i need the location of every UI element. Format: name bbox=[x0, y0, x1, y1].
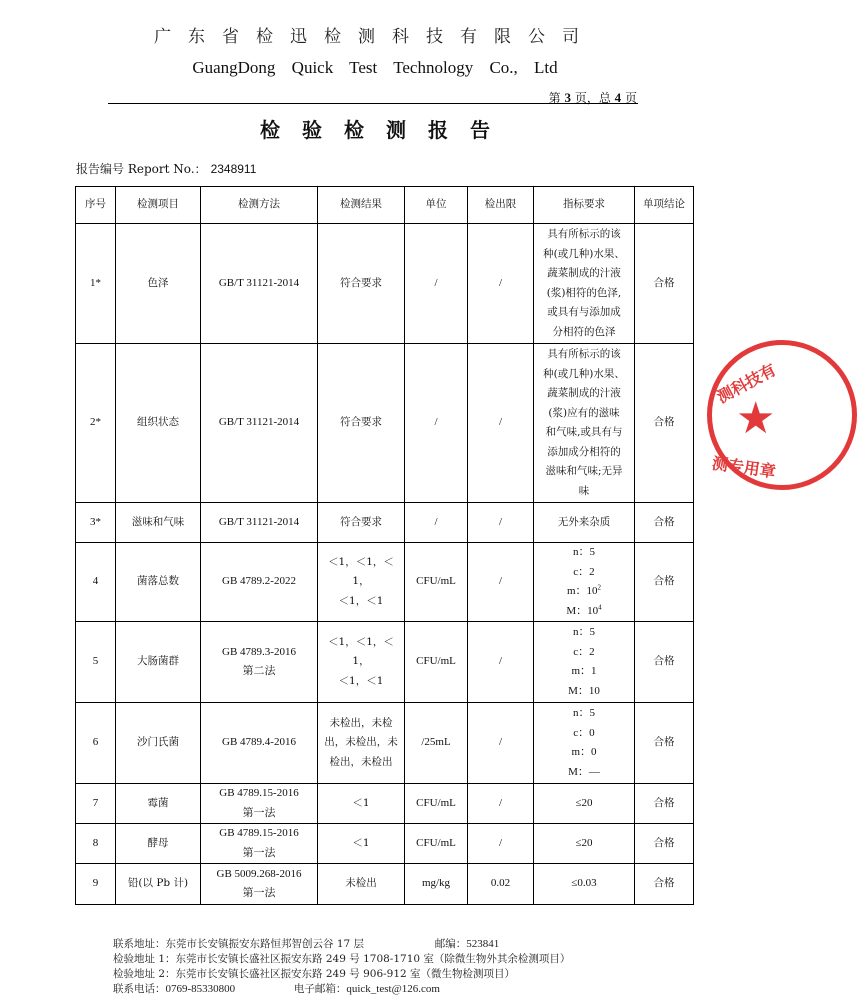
cell-method bbox=[201, 864, 318, 905]
cell-unit: CFU/mL bbox=[405, 622, 468, 703]
result-line: 符合要求 bbox=[340, 416, 382, 429]
requirement-line: n：5 bbox=[573, 707, 595, 719]
cell-no: 3* bbox=[76, 503, 116, 543]
table-row bbox=[76, 543, 694, 622]
email-value[interactable]: quick_test@126.com bbox=[346, 983, 440, 995]
result-line: ＜1，＜1 bbox=[338, 674, 384, 687]
cell-conclusion: 合格 bbox=[635, 344, 694, 503]
table-row bbox=[76, 784, 694, 824]
header-divider bbox=[108, 103, 638, 104]
cell-unit: CFU/mL bbox=[405, 543, 468, 622]
result-line: ＜1，＜1，＜1， bbox=[328, 635, 394, 668]
footer-phone-row bbox=[113, 982, 570, 997]
requirement-line: c：2 bbox=[573, 645, 595, 658]
cell-unit: / bbox=[405, 344, 468, 503]
cell-unit: mg/kg bbox=[405, 864, 468, 905]
column-header: 单项结论 bbox=[635, 187, 694, 224]
cell-conclusion: 合格 bbox=[635, 224, 694, 344]
footer-address-row bbox=[113, 937, 570, 952]
requirement-line: m：0 bbox=[571, 746, 597, 758]
result-line: 未检出 bbox=[345, 877, 377, 890]
requirement-line: ≤20 bbox=[575, 796, 593, 809]
email-label: 电子邮箱： bbox=[293, 983, 347, 995]
table-row bbox=[76, 344, 694, 503]
method-line: GB 4789.4-2016 bbox=[222, 736, 296, 749]
footer-lab1-row bbox=[113, 952, 570, 967]
requirement-line: M：— bbox=[568, 765, 600, 778]
column-header: 检测项目 bbox=[116, 187, 201, 224]
cell-requirement bbox=[534, 864, 635, 905]
column-header: 指标要求 bbox=[534, 187, 635, 224]
method-line: 第一法 bbox=[242, 887, 276, 899]
method-line: GB 4789.15-2016 bbox=[219, 827, 299, 839]
cell-unit: CFU/mL bbox=[405, 824, 468, 864]
lab1-value: 东莞市长安镇长盛社区振安东路 249 号 1708-1710 室（除微生物外其余检测项目） bbox=[175, 953, 571, 965]
cell-no: 6 bbox=[76, 703, 116, 784]
seal-text-top: 测科技有 bbox=[713, 359, 780, 407]
footer-contact bbox=[113, 937, 570, 997]
requirement-text: M：10 bbox=[566, 604, 599, 617]
cell-requirement bbox=[534, 824, 635, 864]
requirement-text: m：10 bbox=[566, 585, 598, 597]
requirement-line: ≤20 bbox=[575, 836, 593, 849]
cell-item: 霉菌 bbox=[116, 784, 201, 824]
requirement-line bbox=[536, 602, 632, 622]
seal-text-bottom: 测专用章 bbox=[710, 453, 777, 482]
cell-no: 8 bbox=[76, 824, 116, 864]
requirement-line: 无外来杂质 bbox=[557, 515, 611, 528]
requirement-line: 蔬菜制成的汁液 bbox=[547, 387, 621, 399]
method-line: GB/T 31121-2014 bbox=[218, 276, 300, 289]
requirement-line: 具有所标示的该 bbox=[547, 348, 621, 360]
table-row bbox=[76, 824, 694, 864]
requirement-line: (浆)相符的色泽, bbox=[546, 286, 622, 299]
cell-result bbox=[318, 503, 405, 543]
cell-method bbox=[201, 824, 318, 864]
company-name-en: GuangDong Quick Test Technology Co., Ltd bbox=[192, 58, 558, 77]
cell-method bbox=[201, 344, 318, 503]
requirement-line: 分相符的色泽 bbox=[552, 325, 616, 338]
cell-requirement bbox=[534, 224, 635, 344]
column-header: 检出限 bbox=[468, 187, 534, 224]
cell-limit: / bbox=[468, 824, 534, 864]
requirement-line: 添加成分相符的 bbox=[547, 445, 621, 458]
cell-unit: /25mL bbox=[405, 703, 468, 784]
cell-no: 7 bbox=[76, 784, 116, 824]
table-row bbox=[76, 503, 694, 543]
cell-item: 铅(以 Pb 计) bbox=[116, 864, 201, 905]
requirement-line: 种(或几种)水果、 bbox=[543, 367, 625, 380]
cell-limit: / bbox=[468, 344, 534, 503]
cell-item: 大肠菌群 bbox=[116, 622, 201, 703]
result-line: 未检出，未检 bbox=[329, 716, 393, 729]
result-line: 符合要求 bbox=[340, 276, 382, 289]
method-line: 第一法 bbox=[242, 806, 276, 819]
cell-no: 9 bbox=[76, 864, 116, 905]
requirement-line: 味 bbox=[578, 484, 590, 497]
cell-no: 2* bbox=[76, 344, 116, 503]
cell-result bbox=[318, 622, 405, 703]
cell-method bbox=[201, 703, 318, 784]
page-suffix: 页 bbox=[624, 91, 637, 105]
method-line: GB 5009.268-2016 bbox=[216, 867, 302, 880]
cell-requirement bbox=[534, 784, 635, 824]
result-line: ＜1 bbox=[352, 836, 370, 849]
page-current: 3 bbox=[564, 90, 571, 105]
page-prefix: 第 bbox=[548, 91, 561, 105]
cell-unit: / bbox=[405, 503, 468, 543]
cell-no: 5 bbox=[76, 622, 116, 703]
cell-conclusion: 合格 bbox=[635, 703, 694, 784]
method-line: 第二法 bbox=[242, 665, 276, 677]
result-line: ＜1，＜1 bbox=[338, 594, 384, 607]
cell-method bbox=[201, 503, 318, 543]
requirement-line: n：5 bbox=[573, 626, 595, 638]
cell-no: 1* bbox=[76, 224, 116, 344]
requirement-line: 和气味,或具有与 bbox=[545, 426, 623, 438]
zip-value: 523841 bbox=[466, 938, 500, 950]
report-number-value: 2348911 bbox=[210, 162, 257, 176]
requirement-line: c：2 bbox=[573, 565, 595, 578]
method-line: GB 4789.2-2022 bbox=[222, 575, 296, 588]
cell-conclusion: 合格 bbox=[635, 824, 694, 864]
phone-value: 0769-85330800 bbox=[165, 983, 236, 995]
cell-item: 酵母 bbox=[116, 824, 201, 864]
lab1-label: 检验地址 1： bbox=[113, 953, 176, 965]
method-line: GB 4789.3-2016 bbox=[222, 645, 296, 658]
company-name-cn: 广东省检迅检测科技有限公司 bbox=[154, 27, 596, 47]
cell-limit: / bbox=[468, 503, 534, 543]
cell-requirement bbox=[534, 344, 635, 503]
cell-method bbox=[201, 224, 318, 344]
cell-limit: / bbox=[468, 784, 534, 824]
requirement-line: 滋味和气味;无异 bbox=[545, 465, 623, 477]
zip-label: 邮编： bbox=[434, 938, 467, 950]
table-header-row bbox=[76, 187, 694, 224]
cell-result bbox=[318, 703, 405, 784]
cell-result bbox=[318, 344, 405, 503]
cell-method bbox=[201, 784, 318, 824]
cell-item: 色泽 bbox=[116, 224, 201, 344]
column-header: 单位 bbox=[405, 187, 468, 224]
cell-unit: / bbox=[405, 224, 468, 344]
cell-requirement bbox=[534, 503, 635, 543]
requirement-line: (浆)应有的滋味 bbox=[548, 406, 620, 419]
cell-requirement bbox=[534, 543, 635, 622]
report-title: 检验检测报告 bbox=[260, 118, 512, 142]
column-header: 检测方法 bbox=[201, 187, 318, 224]
cell-method bbox=[201, 543, 318, 622]
requirement-line: n：5 bbox=[573, 546, 595, 558]
cell-result bbox=[318, 224, 405, 344]
requirement-line: M：10 bbox=[568, 684, 600, 697]
cell-unit: CFU/mL bbox=[405, 784, 468, 824]
cell-conclusion: 合格 bbox=[635, 784, 694, 824]
cell-item: 滋味和气味 bbox=[116, 503, 201, 543]
table-row bbox=[76, 224, 694, 344]
requirement-line: m：1 bbox=[571, 665, 597, 677]
method-line: GB 4789.15-2016 bbox=[219, 787, 299, 799]
cell-item: 沙门氏菌 bbox=[116, 703, 201, 784]
method-line: GB/T 31121-2014 bbox=[218, 416, 300, 429]
report-number-label: 报告编号 Report No.： bbox=[76, 162, 207, 176]
requirement-line: 种(或几种)水果、 bbox=[543, 247, 625, 260]
cell-requirement bbox=[534, 622, 635, 703]
cell-no: 4 bbox=[76, 543, 116, 622]
cell-conclusion: 合格 bbox=[635, 622, 694, 703]
table-row bbox=[76, 622, 694, 703]
requirement-line: ≤0.03 bbox=[571, 877, 597, 890]
report-number bbox=[76, 160, 256, 177]
requirement-line bbox=[536, 582, 632, 602]
page-mid: 页，总 bbox=[574, 91, 611, 105]
cell-requirement bbox=[534, 703, 635, 784]
cell-limit: 0.02 bbox=[468, 864, 534, 905]
requirement-exponent: 4 bbox=[598, 602, 602, 611]
result-line: 出，未检出，未 bbox=[324, 736, 398, 749]
cell-conclusion: 合格 bbox=[635, 864, 694, 905]
column-header: 检测结果 bbox=[318, 187, 405, 224]
cell-item: 组织状态 bbox=[116, 344, 201, 503]
cell-result bbox=[318, 824, 405, 864]
results-table bbox=[75, 186, 694, 905]
requirement-line: 具有所标示的该 bbox=[547, 228, 621, 240]
cell-limit: / bbox=[468, 622, 534, 703]
address-label: 联系地址： bbox=[113, 938, 166, 950]
method-line: GB/T 31121-2014 bbox=[218, 515, 300, 528]
method-line: 第一法 bbox=[242, 846, 276, 859]
cell-limit: / bbox=[468, 543, 534, 622]
cell-conclusion: 合格 bbox=[635, 543, 694, 622]
requirement-line: 蔬菜制成的汁液 bbox=[547, 267, 621, 279]
phone-label: 联系电话： bbox=[113, 983, 166, 995]
result-line: ＜1，＜1，＜1， bbox=[328, 555, 394, 588]
requirement-exponent: 2 bbox=[597, 583, 602, 592]
lab2-label: 检验地址 2： bbox=[113, 968, 176, 980]
result-line: 检出，未检出 bbox=[329, 755, 393, 768]
cell-conclusion: 合格 bbox=[635, 503, 694, 543]
cell-limit: / bbox=[468, 224, 534, 344]
official-seal bbox=[707, 340, 857, 490]
cell-result bbox=[318, 784, 405, 824]
seal-star-icon: ★ bbox=[736, 393, 776, 444]
footer-lab2-row bbox=[113, 967, 570, 982]
requirement-line: c：0 bbox=[573, 726, 595, 739]
result-line: ＜1 bbox=[352, 796, 370, 809]
cell-method bbox=[201, 622, 318, 703]
cell-limit: / bbox=[468, 703, 534, 784]
lab2-value: 东莞市长安镇长盛社区振安东路 249 号 906-912 室（微生物检测项目） bbox=[175, 968, 516, 980]
table-row bbox=[76, 864, 694, 905]
cell-result bbox=[318, 543, 405, 622]
address-value: 东莞市长安镇振安东路恒邦智创云谷 17 层 bbox=[165, 938, 365, 950]
result-line: 符合要求 bbox=[340, 515, 382, 528]
cell-result bbox=[318, 864, 405, 905]
requirement-line: 或具有与添加成 bbox=[547, 306, 621, 318]
table-row bbox=[76, 703, 694, 784]
cell-item: 菌落总数 bbox=[116, 543, 201, 622]
column-header: 序号 bbox=[76, 187, 116, 224]
page-total: 4 bbox=[614, 90, 622, 105]
